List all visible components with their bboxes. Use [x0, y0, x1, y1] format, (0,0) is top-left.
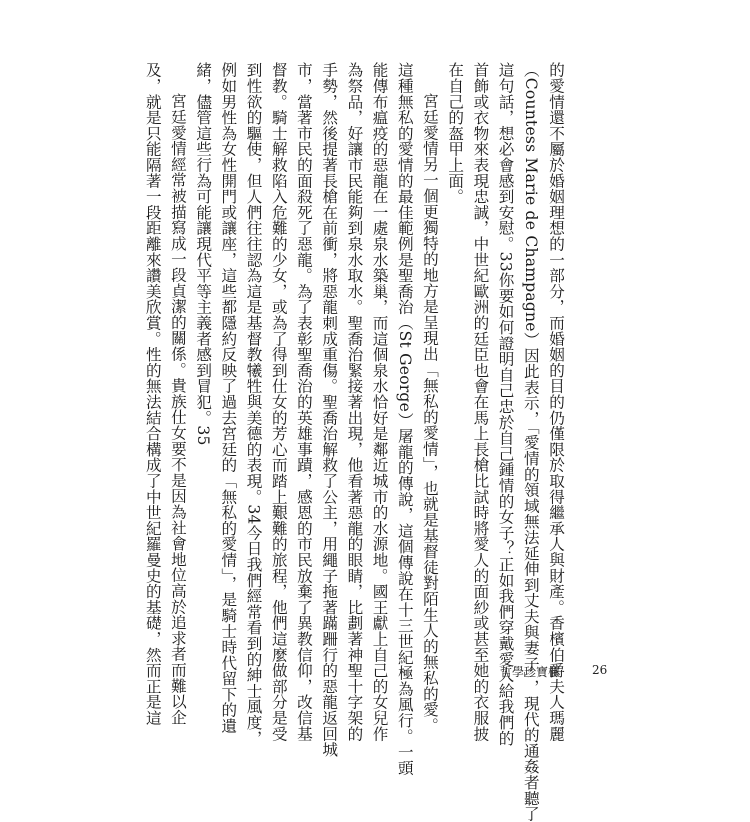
text-column-paragraph-start: 宮廷愛情另一個更獨特的地方是呈現出「無私的愛情」，也就是基督徒對陌生人的無私的愛。	[420, 93, 439, 734]
text-column: 及，就是只能隔著一段距離來讚美欣賞。性的無法結合構成了中世紀羅曼史的基礎，然而正是這	[143, 62, 162, 726]
text-column-paragraph-start: 宮廷愛情經常被描寫成一段貞潔的關係。貴族仕女要不是因為社會地位高於追求者而難以企	[168, 93, 187, 726]
text-column: 首飾或衣物來表現忠誠，中世紀歐洲的廷臣也會在馬上長槍比試時將愛人的面紗或甚至她的衣服披	[471, 62, 490, 742]
text-column: 這種無私的愛情的最佳範例是聖喬治（St George）屠龍的傳說，這個傳說在十三世紀極為風行。一頭	[395, 62, 414, 776]
page-number: 26	[592, 663, 608, 677]
text-column: 的愛情還不屬於婚姻理想的一部分，而婚姻的目的仍僅限於取得繼承人與財產。香檳伯爵夫人瑪麗	[547, 62, 565, 742]
text-column: 能傳布瘟疫的惡龍在一處泉水築巢，而這個泉水恰好是鄰近城市的水源地。國王獻上自己的女兒作	[370, 62, 389, 742]
text-column: 緒，儘管這些行為可能讓現代平等主義者感到冒犯。35	[194, 62, 213, 446]
text-column: 手勢，然後提著長槍在前衝，將惡龍刺成重傷。聖喬治解救了公主，用繩子拖著蹣跚行的惡龍返回城	[320, 62, 339, 758]
page-footer	[500, 663, 680, 683]
text-column: 這句話，想必會感到安慰。33你要如何證明自己忠於自己鍾情的女子？正如我們穿戴愛人給我們的	[496, 62, 515, 746]
text-column: 市，當著市民的面殺死了惡龍。為了表彰聖喬治的英雄事蹟，感恩的市民放棄了異教信仰，改信基	[294, 62, 313, 742]
text-column: 為祭品，好讓市民能夠到泉水取水。聖喬治緊接著出現，他看著惡龍的眼睛，比劃著神聖十字架的	[345, 62, 364, 742]
text-column: 督教。騎士解救陷入危難的少女，或為了得到仕女的芳心而踏上艱難的旅程，他們這麼做部分是受	[269, 62, 288, 742]
text-column: 到性欲的驅使，但人們往往認為這是基督教犧牲與美德的表現。34今日我們經常看到的紳士風度，	[244, 62, 263, 746]
text-column: 例如男性為女性開門或讓座，這些都隱約反映了過去宮廷的「無私的愛情」，是騎士時代留下的遺	[219, 62, 238, 734]
text-column: （Countess Marie de Champagne）因此表示，「愛情的領域無法延伸到丈夫與妻子」，現代的通姦者聽了	[521, 62, 540, 822]
book-title: 哲學珍寶櫃	[500, 665, 561, 679]
text-column: 在自己的盔甲上面。	[446, 62, 465, 205]
